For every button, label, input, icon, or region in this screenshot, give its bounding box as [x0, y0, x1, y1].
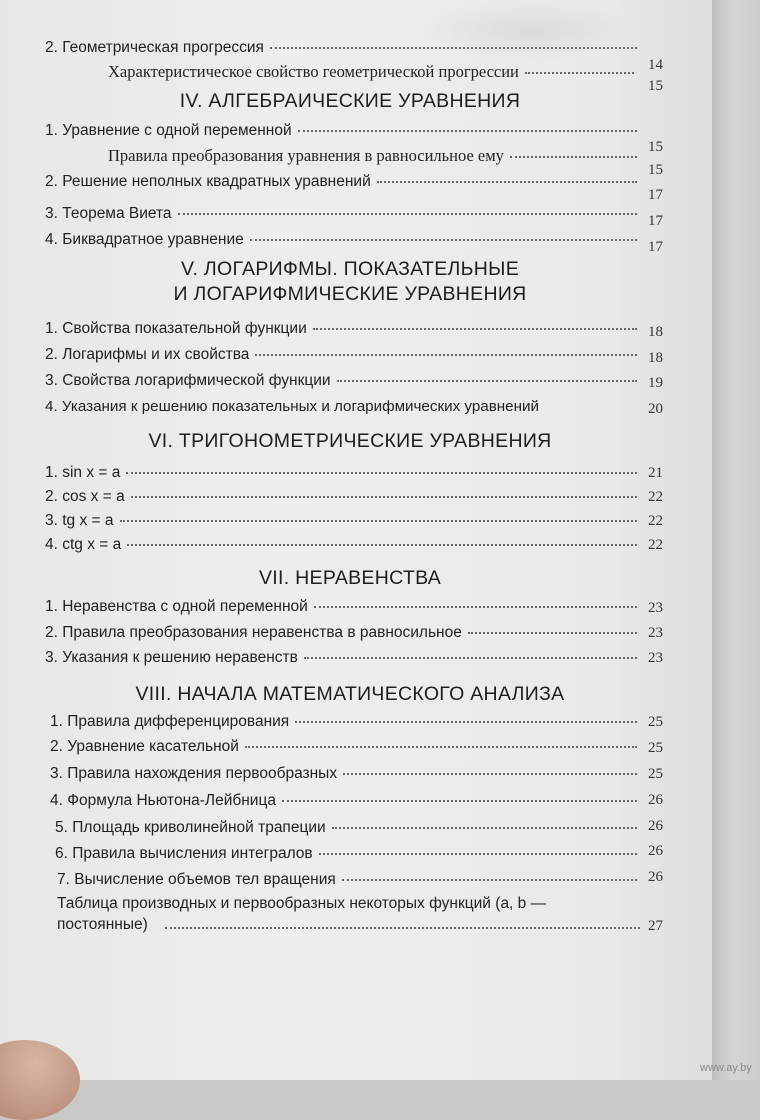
page-number: 26 [648, 792, 663, 808]
entry-title: Характеристическое свойство геометрической прогрессии [108, 62, 519, 81]
entry-title: 4. ctg x = a [45, 536, 122, 553]
entry-title: 2. Логарифмы и их свойства [45, 346, 250, 363]
page-number: 23 [648, 625, 663, 641]
toc-entry [55, 844, 643, 864]
leader-dots [298, 130, 637, 132]
toc-entry [45, 38, 643, 58]
page-number: 22 [648, 489, 663, 505]
page-number: 20 [648, 401, 663, 417]
page-number: 17 [648, 239, 663, 255]
entry-title: 2. Геометрическая прогрессия [45, 39, 264, 56]
page-number: 17 [648, 213, 663, 229]
entry-title-line2: постоянные) [57, 916, 148, 933]
toc-entry [50, 764, 643, 784]
entry-title: 7. Вычисление объемов тел вращения [57, 871, 336, 888]
toc-entry [45, 230, 643, 250]
toc-subentry [108, 146, 643, 166]
toc-entry [45, 204, 643, 224]
toc-entry [45, 535, 643, 555]
leader-dots [377, 181, 637, 183]
page-number: 15 [648, 139, 663, 155]
entry-title: 1. sin x = a [45, 464, 121, 481]
entry-title: 2. cos x = a [45, 488, 125, 505]
page-number: 23 [648, 650, 663, 666]
page-number: 26 [648, 818, 663, 834]
leader-dots [332, 827, 637, 829]
leader-dots [319, 853, 637, 855]
entry-title: 1. Правила дифференцирования [50, 713, 290, 730]
page-number: 18 [648, 350, 663, 366]
watermark-text: www.ay.by [700, 1062, 752, 1074]
section-title: VII. НЕРАВЕНСТВА [258, 567, 442, 589]
leader-dots [126, 472, 637, 474]
leader-dots [178, 213, 637, 215]
entry-title: 3. Свойства логарифмической функции [45, 372, 331, 389]
page-number: 18 [648, 324, 663, 340]
leader-dots [255, 354, 637, 356]
leader-dots [510, 156, 637, 158]
leader-dots [165, 927, 640, 929]
toc-entry [45, 487, 643, 507]
leader-dots [337, 380, 637, 382]
leader-dots [131, 496, 637, 498]
leader-dots [525, 72, 634, 74]
toc-entry [45, 623, 643, 643]
page-number: 21 [648, 465, 663, 481]
entry-title: 2. Решение неполных квадратных уравнений [45, 173, 371, 190]
entry-title: 6. Правила вычисления интегралов [55, 845, 313, 862]
entry-title: 4. Формула Ньютона-Лейбница [50, 792, 276, 809]
toc-entry [50, 712, 643, 732]
page-number: 25 [648, 714, 663, 730]
entry-title: 3. tg x = a [45, 512, 114, 529]
toc-entry [45, 172, 643, 192]
toc-entry [45, 463, 643, 483]
page-number: 17 [648, 187, 663, 203]
section-title: VIII. НАЧАЛА МАТЕМАТИЧЕСКОГО АНАЛИЗА [135, 683, 565, 705]
section-title: VI. ТРИГОНОМЕТРИЧЕСКИЕ УРАВНЕНИЯ [148, 430, 552, 452]
toc-entry [45, 319, 643, 339]
leader-dots [343, 773, 637, 775]
toc-entry [50, 737, 643, 757]
section-title-line1: V. ЛОГАРИФМЫ. ПОКАЗАТЕЛЬНЫЕ [180, 258, 520, 280]
page-number: 15 [648, 78, 663, 94]
page-number: 22 [648, 537, 663, 553]
section-title-line2: И ЛОГАРИФМИЧЕСКИЕ УРАВНЕНИЯ [173, 283, 527, 305]
toc-entry [45, 397, 645, 417]
toc-entry [45, 511, 643, 531]
entry-title: 1. Свойства показательной функции [45, 320, 307, 337]
leader-dots [282, 800, 637, 802]
book-binding-edge [712, 0, 760, 1080]
toc-entry [50, 791, 643, 811]
entry-title: 4. Биквадратное уравнение [45, 231, 244, 248]
entry-title: 3. Правила нахождения первообразных [50, 765, 338, 782]
entry-title: Правила преобразования уравнения в равносильное ему [108, 146, 504, 165]
section-title: IV. АЛГЕБРАИЧЕСКИЕ УРАВНЕНИЯ [179, 90, 521, 112]
leader-dots [127, 544, 637, 546]
toc-entry [57, 870, 643, 890]
page-number: 22 [648, 513, 663, 529]
entry-title: 3. Теорема Виета [45, 205, 172, 222]
toc-entry [55, 818, 643, 838]
leader-dots [468, 632, 637, 634]
leader-dots [245, 746, 637, 748]
leader-dots [314, 606, 637, 608]
entry-title: 5. Площадь криволинейной трапеции [55, 819, 326, 836]
toc-entry [45, 371, 643, 391]
toc-entry [45, 121, 643, 141]
page-number: 26 [648, 843, 663, 859]
entry-title: 2. Уравнение касательной [50, 738, 239, 755]
leader-dots [250, 239, 637, 241]
page-number: 19 [648, 375, 663, 391]
toc-entry [45, 597, 643, 617]
toc-entry [45, 648, 643, 668]
leader-dots [120, 520, 637, 522]
entry-title: 1. Уравнение с одной переменной [45, 122, 292, 139]
page-number: 25 [648, 740, 663, 756]
leader-dots [313, 328, 637, 330]
page-number: 15 [648, 162, 663, 178]
entry-title: 1. Неравенства с одной переменной [45, 598, 308, 615]
leader-dots [270, 47, 637, 49]
leader-dots [304, 657, 637, 659]
entry-title: 4. Указания к решению показательных и логарифмических уравнений [45, 398, 539, 415]
page-number: 26 [648, 869, 663, 885]
page-number: 25 [648, 766, 663, 782]
leader-dots [342, 879, 637, 881]
entry-title: 3. Указания к решению неравенств [45, 649, 298, 666]
entry-title: 2. Правила преобразования неравенства в равносильное [45, 624, 462, 641]
page-number: 14 [648, 57, 663, 73]
entry-title-line1: Таблица производных и первообразных некоторых функций (a, b — [57, 895, 547, 912]
toc-entry [45, 345, 643, 365]
page-number: 23 [648, 600, 663, 616]
page-number: 27 [648, 918, 663, 934]
leader-dots [295, 721, 637, 723]
toc-subentry [108, 62, 640, 82]
